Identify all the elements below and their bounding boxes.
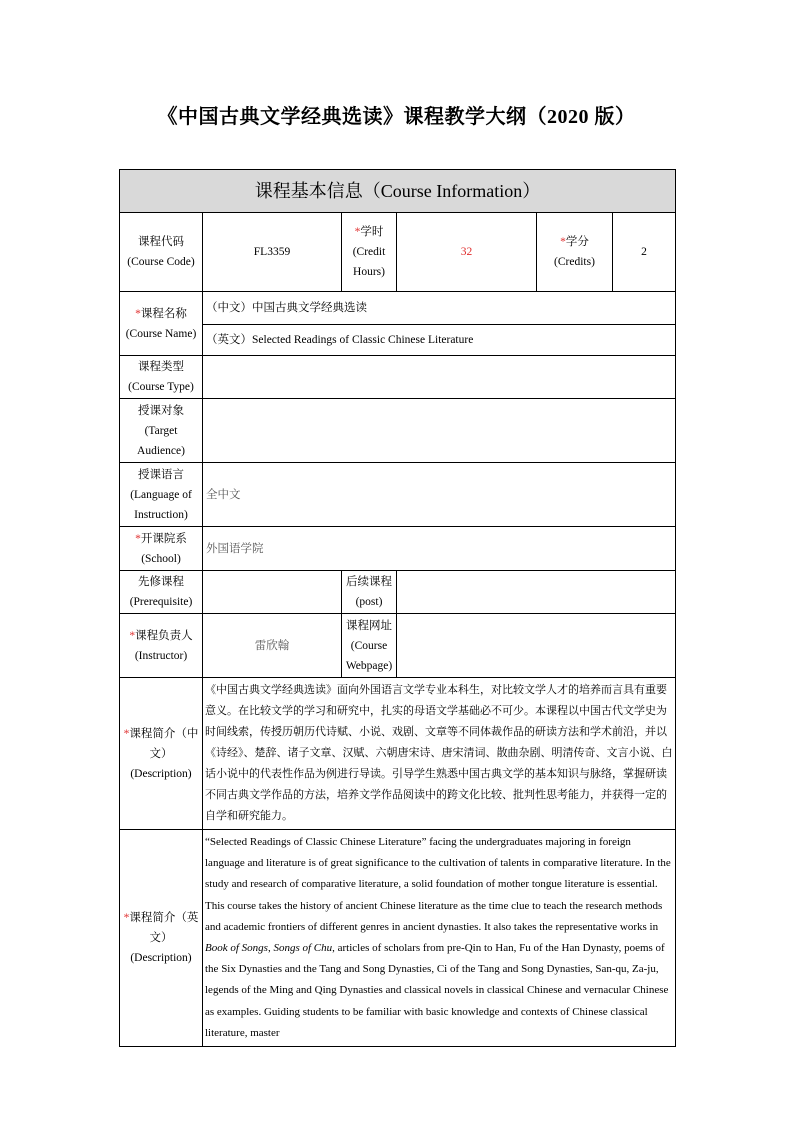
course-type-value <box>203 356 676 399</box>
post-course-value <box>397 571 676 614</box>
webpage-label: 课程网址 (Course Webpage) <box>342 614 397 678</box>
webpage-value <box>397 614 676 678</box>
language-value: 全中文 <box>203 463 676 527</box>
target-audience-value <box>203 399 676 463</box>
prerequisite-label: 先修课程 (Prerequisite) <box>120 571 203 614</box>
course-name-cn: （中文）中国古典文学经典选读 <box>203 292 676 325</box>
credits-value: 2 <box>613 213 676 292</box>
post-course-label: 后续课程 (post) <box>342 571 397 614</box>
description-en-label: *课程简介（英文） (Description) <box>120 830 203 1047</box>
description-cn-label: *课程简介（中文） (Description) <box>120 678 203 830</box>
target-audience-label: 授课对象 (Target Audience) <box>120 399 203 463</box>
course-name-label: *课程名称 (Course Name) <box>120 292 203 356</box>
description-en: “Selected Readings of Classic Chinese Literature” facing the undergraduates majoring in foreign language and literature is of great significance to the cultivation of talents in comparative literature. In the study and research of comparative literature, a solid foundation of mother tongue literature is essential. This course takes the history of ancient Chinese literature as the time clue to teach the research methods and academic frontiers of different genres in ancient dynasties. It also takes the representative works in Book of Songs, Songs of Chu, articles of scholars from pre-Qin to Han, Fu of the Han Dynasty, poems of the Six Dynasties and the Tang and Song Dynasties, Ci of the Tang and Song Dynasties, San-qu, Za-ju, legends of the Ming and Qing Dynasties and classical novels in classical Chinese and vernacular Chinese as examples. Guiding students to be familiar with basic knowledge and contexts of Chinese classical literature, master <box>203 830 676 1047</box>
language-label: 授课语言 (Language of Instruction) <box>120 463 203 527</box>
description-cn: 《中国古典文学经典选读》面向外国语言文学专业本科生，对比较文学人才的培养而言具有重要意义。在比较文学的学习和研究中，扎实的母语文学基础必不可少。本课程以中国古代文学史为时间线索，传授历朝历代诗赋、小说、戏剧、文章等不同体裁作品的研读方法和学术前沿，并以《诗经》、楚辞、诸子文章、汉赋、六朝唐宋诗、唐宋清词、散曲杂剧、明清传奇、文言小说、白话小说中的代表性作品为例进行导读。引导学生熟悉中国古典文学的基本知识与脉络，掌握研读不同古典文学作品的方法，培养文学作品阅读中的跨文化比较、批判性思考能力，并获得一定的自学和研究能力。 <box>203 678 676 830</box>
credit-hours-label: *学时 (Credit Hours) <box>342 213 397 292</box>
document-title: 《中国古典文学经典选读》课程教学大纲（2020 版） <box>157 106 636 128</box>
school-value: 外国语学院 <box>203 527 676 571</box>
prerequisite-value <box>203 571 342 614</box>
credits-label: *学分 (Credits) <box>537 213 613 292</box>
credit-hours-value: 32 <box>397 213 537 292</box>
course-type-label: 课程类型 (Course Type) <box>120 356 203 399</box>
instructor-value: 雷欣翰 <box>203 614 342 678</box>
school-label: *开课院系 (School) <box>120 527 203 571</box>
section-header: 课程基本信息（Course Information） <box>120 170 676 213</box>
course-code-label: 课程代码 (Course Code) <box>120 213 203 292</box>
course-name-en: （英文）Selected Readings of Classic Chinese Literature <box>203 325 676 356</box>
course-code-value: FL3359 <box>203 213 342 292</box>
course-info-table <box>119 169 676 1047</box>
instructor-label: *课程负责人 (Instructor) <box>120 614 203 678</box>
